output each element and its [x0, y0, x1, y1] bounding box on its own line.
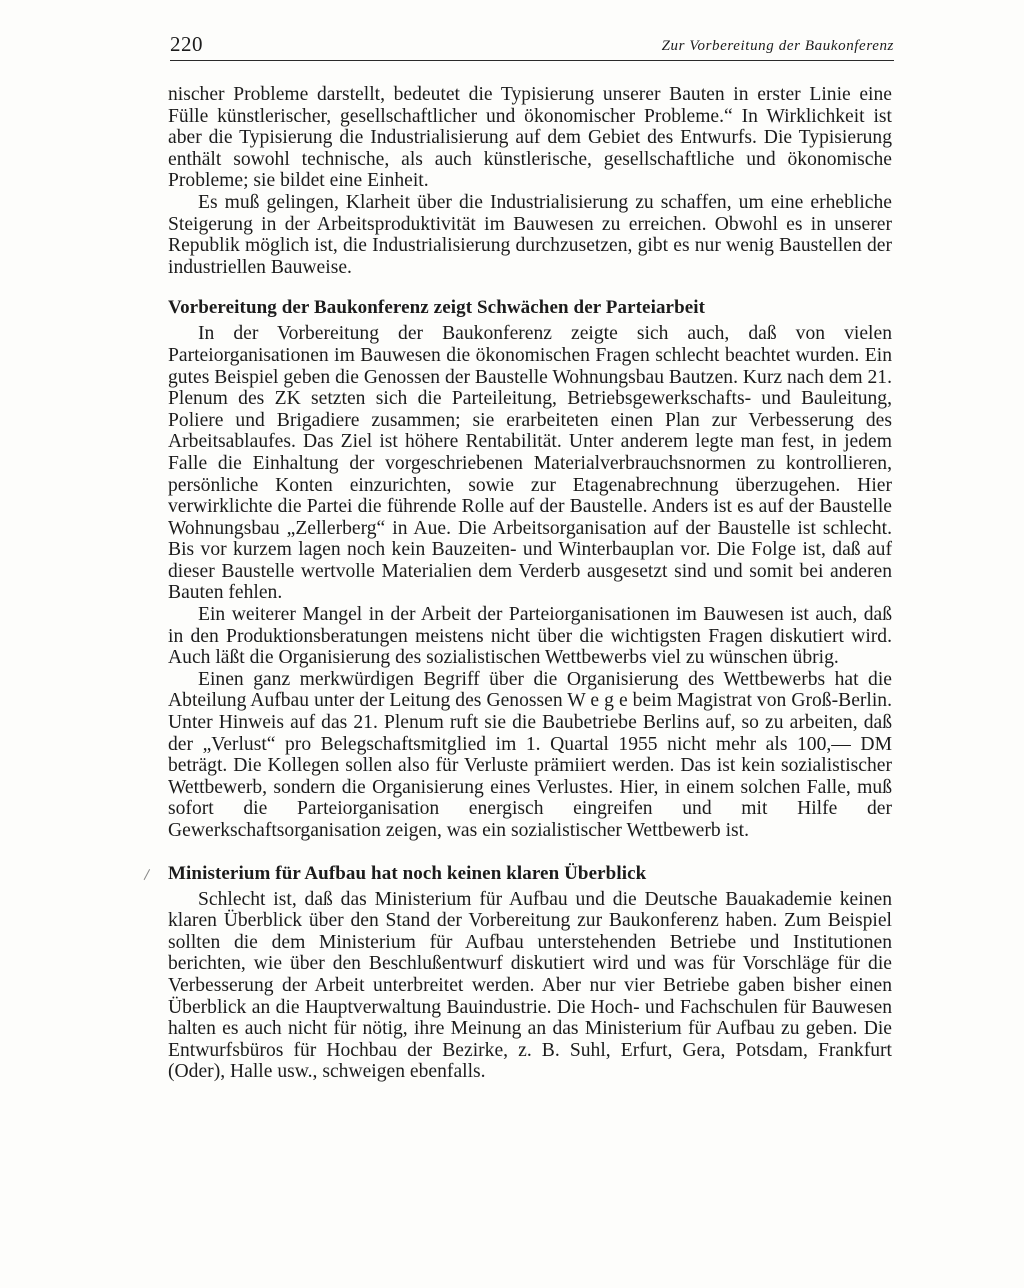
- paragraph: Schlecht ist, daß das Ministerium für Aufbau und die Deutsche Bauakademie keinen klaren Überblick über den Stand der Vorbereitung zur Baukonferenz haben. Zum Beispiel sollten die dem Ministerium für Aufbau unterstehenden Betriebe und Institutionen berichten, wie über den Beschlußentwurf diskutiert wird und was für Vorschläge für die Verbesserung der Arbeit unterbreitet werden. Aber nur vier Betriebe gaben bisher einen Überblick an die Hauptverwaltung Bauindustrie. Die Hoch- und Fachschulen für Bauwesen halten es auch nicht für nötig, ihre Meinung an das Ministerium für Aufbau zu geben. Die Entwurfsbüros für Hochbau der Bezirke, z. B. Suhl, Erfurt, Gera, Potsdam, Frankfurt (Oder), Halle usw., schweigen ebenfalls.: [168, 888, 892, 1083]
- page-number: 220: [170, 32, 203, 56]
- paragraph-continued: nischer Probleme darstellt, bedeutet die Typisierung unserer Bauten in erster Linie eine Fülle künstlerischer, gesellschaftlicher und ökonomischer Probleme.“ In Wirklichkeit ist aber die Typisierung die Industrialisierung auf dem Gebiet des Entwurfs. Die Typisierung enthält sowohl technische, als auch künstlerische, gesellschaftliche und ökonomische Probleme; sie bildet eine Einheit.: [168, 84, 892, 192]
- body-text: [168, 84, 892, 1083]
- section-heading-parteiarbeit: Vorbereitung der Baukonferenz zeigt Schwächen der Parteiarbeit: [168, 297, 706, 319]
- paragraph: Einen ganz merkwürdigen Begriff über die Organisierung des Wettbewerbs hat die Abteilung Aufbau unter der Leitung des Genossen W e g e beim Magistrat von Groß-Berlin. Unter Hinweis auf das 21. Plenum ruft sie die Baubetriebe Berlins auf, so zu arbeiten, daß der „Verlust“ pro Belegschaftsmitglied im 1. Quartal 1955 nicht mehr als 100,— DM beträgt. Die Kollegen sollen also für Verluste prämiiert werden. Das ist kein sozialistischer Wettbewerb, sondern die Organisierung eines Verlustes. Hier, in einem solchen Falle, muß sofort die Parteiorganisation energisch eingreifen und mit Hilfe der Gewerkschaftsorganisation zeigen, was ein sozialistischer Wettbewerb ist.: [168, 668, 892, 841]
- section-heading-ministerium: Ministerium für Aufbau hat noch keinen klaren Überblick: [168, 862, 647, 884]
- margin-mark: [144, 869, 156, 883]
- running-title: Zur Vorbereitung der Baukonferenz: [661, 38, 894, 54]
- paragraph: Es muß gelingen, Klarheit über die Industrialisierung zu schaffen, um eine erhebliche Steigerung in der Arbeitsproduktivität im Bauwesen zu erreichen. Obwohl es in unserer Republik möglich ist, die Industrialisierung durchzusetzen, gibt es nur wenig Baustellen der industriellen Bauweise.: [168, 191, 892, 278]
- paragraph: Ein weiterer Mangel in der Arbeit der Parteiorganisationen im Bauwesen ist auch, daß in den Produktionsberatungen meistens nicht über die wichtigsten Fragen diskutiert wird. Auch läßt die Organisierung des sozialistischen Wettbewerbs viel zu wünschen übrig.: [168, 604, 892, 669]
- running-header: [170, 30, 894, 61]
- paragraph: In der Vorbereitung der Baukonferenz zeigte sich auch, daß von vielen Parteiorganisationen im Bauwesen die ökonomischen Fragen schlecht beachtet wurden. Ein gutes Beispiel geben die Genossen der Baustelle Wohnungsbau Bautzen. Kurz nach dem 21. Plenum des ZK setzten sich die Parteileitung, Betriebsgewerkschafts- und Bauleitung, Poliere und Brigadiere zusammen; sie erarbeiteten einen Plan zur Verbesserung des Arbeitsablaufes. Das Ziel ist höhere Rentabilität. Unter anderem legte man fest, in jedem Falle die Einhaltung der vorgeschriebenen Materialverbrauchsnormen zu kontrollieren, persönliche Konten einzurichten, sowie zur Etagenabrechnung überzugehen. Hier verwirklichte die Partei die führende Rolle auf der Baustelle. Anders ist es auf der Baustelle Wohnungsbau „Zellerberg“ in Aue. Die Arbeitsorganisation auf der Baustelle ist schlecht. Bis vor kurzem lagen noch kein Bauzeiten- und Winterbauplan vor. Die Folge ist, daß auf dieser Baustelle wertvolle Materialien dem Verderb ausgesetzt sind und somit bei anderen Bauten fehlen.: [168, 323, 892, 604]
